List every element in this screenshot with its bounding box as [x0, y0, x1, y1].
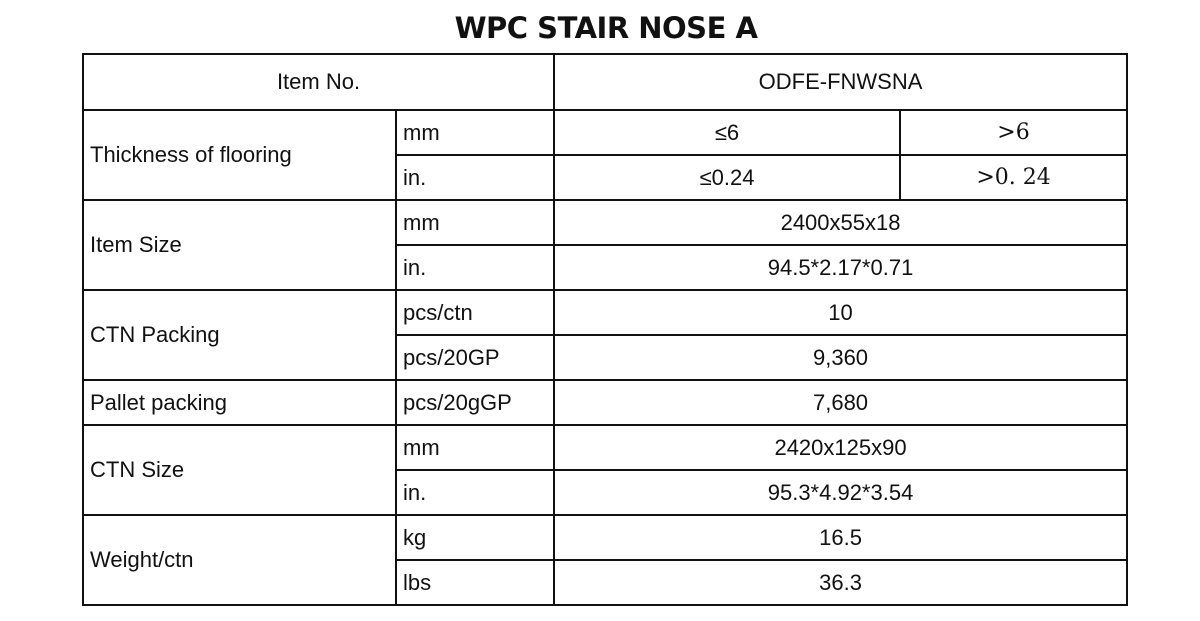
item-no-label: Item No. — [83, 54, 554, 110]
item-size-mm-value: 2400x55x18 — [554, 200, 1127, 245]
ctn-size-label: CTN Size — [83, 425, 396, 515]
thickness-in-unit: in. — [396, 155, 554, 200]
item-size-in-unit: in. — [396, 245, 554, 290]
pallet-packing-unit: pcs/20gGP — [396, 380, 554, 425]
ctn-packing-pcs-ctn-unit: pcs/ctn — [396, 290, 554, 335]
ctn-size-mm-unit: mm — [396, 425, 554, 470]
ctn-packing-pcs-ctn-value: 10 — [554, 290, 1127, 335]
table-row-weight-kg — [83, 515, 1127, 560]
item-size-mm-unit: mm — [396, 200, 554, 245]
ctn-size-in-value: 95.3*4.92*3.54 — [554, 470, 1127, 515]
table-row-ctn-size-mm — [83, 425, 1127, 470]
ctn-packing-pcs-20gp-value: 9,360 — [554, 335, 1127, 380]
pallet-packing-label: Pallet packing — [83, 380, 396, 425]
thickness-in-gt-value: >0. 24 — [900, 155, 1127, 200]
page-title: WPC STAIR NOSE A — [454, 11, 758, 45]
item-size-label: Item Size — [83, 200, 396, 290]
pallet-packing-value: 7,680 — [554, 380, 1127, 425]
thickness-in-le-value: ≤0.24 — [554, 155, 900, 200]
ctn-packing-label: CTN Packing — [83, 290, 396, 380]
table-row-item-size-mm — [83, 200, 1127, 245]
ctn-size-in-unit: in. — [396, 470, 554, 515]
spec-table — [82, 53, 1128, 606]
weight-lbs-unit: lbs — [396, 560, 554, 605]
item-no-value: ODFE-FNWSNA — [554, 54, 1127, 110]
weight-label: Weight/ctn — [83, 515, 396, 605]
thickness-mm-unit: mm — [396, 110, 554, 155]
item-size-in-value: 94.5*2.17*0.71 — [554, 245, 1127, 290]
ctn-packing-pcs-20gp-unit: pcs/20GP — [396, 335, 554, 380]
ctn-size-mm-value: 2420x125x90 — [554, 425, 1127, 470]
table-row-pallet-packing — [83, 380, 1127, 425]
table-row-thickness-mm — [83, 110, 1127, 155]
weight-kg-value: 16.5 — [554, 515, 1127, 560]
thickness-mm-le-value: ≤6 — [554, 110, 900, 155]
table-row-ctn-packing-pcs-ctn — [83, 290, 1127, 335]
weight-kg-unit: kg — [396, 515, 554, 560]
table-row-item-no — [83, 54, 1127, 110]
weight-lbs-value: 36.3 — [554, 560, 1127, 605]
thickness-mm-gt-value: >6 — [900, 110, 1127, 155]
thickness-label: Thickness of flooring — [83, 110, 396, 200]
